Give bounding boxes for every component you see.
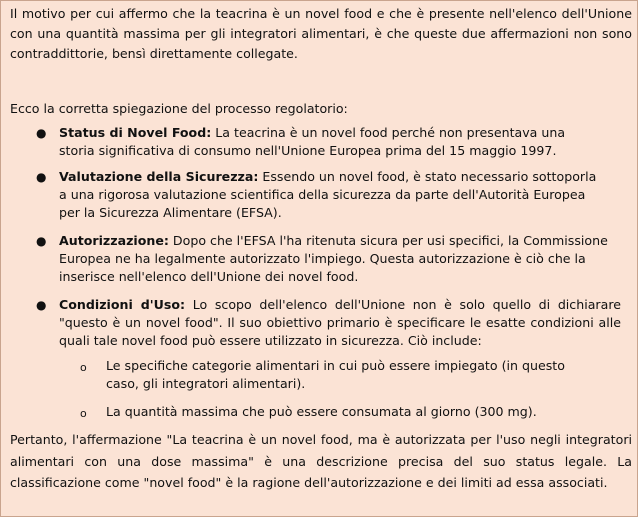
conclusion-paragraph: Pertanto, l'affermazione "La teacrina è un novel food, ma è autorizzata per l'uso negli integratori alimentari con una dose massima" è una descrizione precisa del suo status legale. La classificazione come "novel food" è la ragione dell'autorizzazione e dei limiti ad essa associati.	[10, 432, 632, 490]
bullet-icon: ●	[36, 126, 47, 140]
bullet-icon: ●	[36, 298, 47, 312]
bullet-icon: ●	[36, 234, 47, 248]
lead-sentence: Ecco la corretta spiegazione del processo regolatorio:	[10, 101, 348, 116]
list-item-text: La teacrina è un novel food perché non presentava una storia significativa di consumo nell'Unione Europea prima del 15 maggio 1997.	[59, 125, 566, 158]
sub-list-item-text: Le specifiche categorie alimentari in cui può essere impiegato (in questo caso, gli integratori alimentari).	[106, 358, 565, 391]
circle-bullet-icon: o	[80, 407, 87, 420]
list-item-text: Essendo un novel food, è stato necessario sottoporla a una rigorosa valutazione scientifica della sicurezza da parte dell'Autorità Europea per la Sicurezza Alimentare (EFSA).	[59, 169, 597, 220]
bullet-icon: ●	[36, 170, 47, 184]
list-item-text: Dopo che l'EFSA l'ha ritenuta sicura per usi specifici, la Commissione Europea ne ha legalmente autorizzato l'impiego. Questa autorizzazione è ciò che la inserisce nell'elenco dell'Unione dei novel food.	[59, 233, 608, 284]
list-item-text: Lo scopo dell'elenco dell'Unione non è solo quello di dichiarare "questo è un novel food". Il suo obiettivo primario è specificare le esatte condizioni alle quali tale novel food può essere utilizzato in sicurezza. Ciò include:	[59, 297, 621, 348]
list-item-title: Status di Novel Food:	[59, 125, 212, 140]
list-item-title: Autorizzazione:	[59, 233, 169, 248]
intro-paragraph: Il motivo per cui affermo che la teacrina è un novel food e che è presente nell'elenco dell'Unione con una quantità massima per gli integratori alimentari, è che queste due affermazioni non sono contraddittorie, bensì direttamente collegate.	[10, 6, 632, 61]
list-item-title: Valutazione della Sicurezza:	[59, 169, 259, 184]
circle-bullet-icon: o	[80, 361, 87, 374]
list-item-title: Condizioni d'Uso:	[59, 297, 186, 312]
sub-list-item-text: La quantità massima che può essere consumata al giorno (300 mg).	[106, 404, 537, 419]
